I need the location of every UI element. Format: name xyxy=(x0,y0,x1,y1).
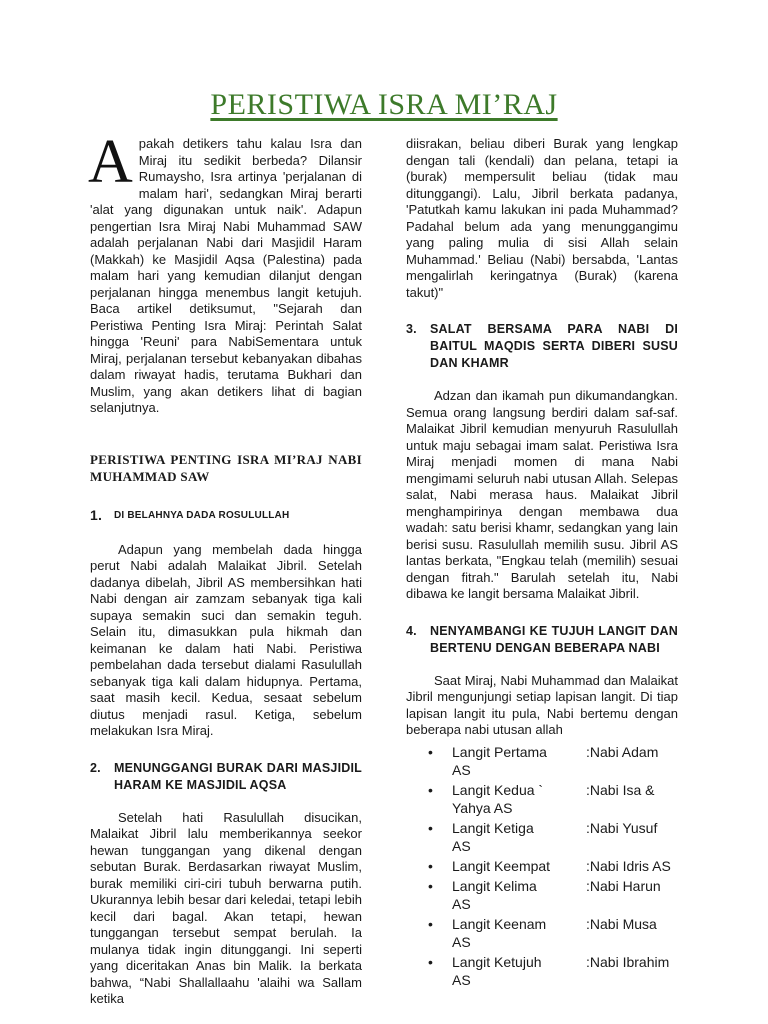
prophet-suffix: AS xyxy=(452,971,471,988)
section-4-number: 4. xyxy=(406,623,417,638)
section-4-heading xyxy=(406,623,678,657)
heavens-list xyxy=(406,743,678,989)
section-1-title: DI BELAHNYA DADA ROSULULLAH xyxy=(114,509,290,521)
section-2-number: 2. xyxy=(90,760,101,775)
heaven-name: Langit Pertama xyxy=(452,743,547,760)
heaven-name: Langit Kedua ` xyxy=(452,781,544,798)
list-item xyxy=(406,953,678,989)
list-item xyxy=(406,743,678,779)
prophet-name: :Nabi Isa & xyxy=(586,781,655,798)
section-3-body: Adzan dan ikamah pun dikumandangkan. Semua orang langsung berdiri dalam saf-saf. Malaikat Jibril kemudian menyuruh Rasulullah untuk maju sebagai imam salat. Peristiwa Isra Miraj menjadi momen di mana Nabi mengimami seluruh nabi utusan Allah. Selepas salat, Nabi merasa haus. Malaikat Jibril menghampirinya dengan membawa dua wadah: satu berisi khamr, sedangkan yang lain berisi susu. Rasulullah memilih susu. Jibril AS lantas berkata, "Engkau telah (memilih) sesuai dengan fitrah." Barulah setelah itu, Nabi dibawa ke langit bersama Malaikat Jibril. xyxy=(406,388,678,601)
bullet-icon: • xyxy=(428,857,433,874)
prophet-suffix: AS xyxy=(452,933,471,950)
section-3-heading xyxy=(406,321,678,372)
section-2-title: MENUNGGANGI BURAK DARI MASJIDIL HARAM KE MASJIDIL AQSA xyxy=(114,760,362,792)
prophet-name: :Nabi Harun xyxy=(586,877,661,894)
section-4-title: NENYAMBANGI KE TUJUH LANGIT DAN BERTENU DENGAN BEBERAPA NABI xyxy=(430,623,678,655)
heaven-name: Langit Keempat xyxy=(452,857,551,874)
prophet-suffix: AS xyxy=(452,837,471,854)
prophet-name: :Nabi Musa xyxy=(586,915,657,932)
prophet-name: :Nabi Ibrahim xyxy=(586,953,670,970)
section-2-heading xyxy=(90,760,362,794)
drop-cap: A xyxy=(88,128,133,196)
heaven-name: Langit Keenam xyxy=(452,915,547,932)
prophet-suffix: Yahya AS xyxy=(452,799,513,816)
list-item xyxy=(406,819,678,855)
bullet-icon: • xyxy=(428,781,433,798)
intro-text: pakah detikers tahu kalau Isra dan Miraj itu sedikit berbeda? Dilansir Rumaysho, Isra artinya 'perjalanan di malam hari', sedangkan Miraj berarti 'alat yang digunakan untuk naik'. Adapun pengertian Isra Miraj Nabi Muhammad SAW adalah perjalanan Nabi dari Masjidil Haram (Makkah) ke Masjidil Aqsa (Palestina) pada malam hari yang kemudian dilanjut dengan perjalanan hingga menembus langit ketujuh. Baca artikel detiksumut, "Sejarah dan Peristiwa Penting Isra Miraj: Perintah Salat hingga 'Reuni' para NabiSementara untuk Miraj, perjalanan tersebut kebanyakan dibahas dalam riwayat hadis, terutama Bukhari dan Muslim, yang akan detikers lihat di bagian selanjutnya. xyxy=(90,136,362,415)
section-2-body: Setelah hati Rasulullah disucikan, Malaikat Jibril lalu memberikannya seekor hewan tunggangan yang dikenal dengan sebutan Burak. Berdasarkan riwayat Muslim, burak memiliki ciri-ciri tubuh berwarna putih. Ukurannya lebih besar dari keledai, tetapi lebih kecil dari bagal. Akan tetapi, hewan tunggangan tersebut sempat berulah. Ia mulanya tidak ingin ditunggangi. Ini seperti yang diceritakan Anas bin Malik. Ia berkata bahwa, “Nabi Shallallaahu 'alaihi wa Sallam ketika xyxy=(90,809,362,1006)
prophet-name: :Nabi Idris AS xyxy=(586,857,671,874)
list-item xyxy=(406,857,678,875)
bullet-icon: • xyxy=(428,915,433,932)
list-item xyxy=(406,877,678,913)
section-3-title: SALAT BERSAMA PARA NABI DI BAITUL MAQDIS SERTA DIBERI SUSU DAN KHAMR xyxy=(430,322,678,370)
page-title: PERISTIWA ISRA MI’RAJ xyxy=(210,88,558,121)
left-column xyxy=(88,128,362,1008)
section-4-body: Saat Miraj, Nabi Muhammad dan Malaikat Jibril mengunjungi setiap lapisan langit. Di tiap lapisan langit itu pula, Nabi bertemu dengan beberapa nabi utusan allah xyxy=(406,672,678,737)
prophet-name: :Nabi Adam xyxy=(586,743,659,760)
section-3-number: 3. xyxy=(406,322,417,336)
heaven-name: Langit Kelima xyxy=(452,877,537,894)
list-item xyxy=(406,781,678,817)
section-heading-main: PERISTIWA PENTING ISRA MI’RAJ NABI MUHAMMAD SAW xyxy=(90,451,362,484)
prophet-suffix: AS xyxy=(452,895,471,912)
bullet-icon: • xyxy=(428,743,433,760)
right-column xyxy=(406,136,678,991)
heaven-name: Langit Ketujuh xyxy=(452,953,542,970)
section-1-number: 1. xyxy=(90,506,103,523)
section-2-continuation: diisrakan, beliau diberi Burak yang lengkap dengan tali (kendali) dan pelana, tetapi ia (burak) mempersulit beliau (tidak mau ditunggangi). Lalu, Jibril berkata padanya, 'Patutkah kamu lakukan ini pada Muhammad? Padahal belum ada yang menunggangimu yang paling mulia di sisi Allah selain Muhammad.' Beliau (Nabi) bersabda, 'Lantas mengalirlah keringatnya (Burak) (karena takut)" xyxy=(406,136,678,300)
list-item xyxy=(406,915,678,951)
heaven-name: Langit Ketiga xyxy=(452,819,534,836)
section-1-body: Adapun yang membelah dada hingga perut Nabi adalah Malaikat Jibril. Setelah dadanya dibelah, Jibril AS membersihkan hati Nabi dengan air zamzam sebanyak tiga kali supaya semakin suci dan semakin teguh. Selain itu, dimasukkan pula hikmah dan keimanan ke dalam hati Nabi. Peristiwa pembelahan dada tersebut dialami Rasulullah sebanyak tiga kali dalam hidupnya. Pertama, saat masih kecil. Kedua, sesaat sebelum diutus menjadi rasul. Ketiga, sebelum melakukan Isra Miraj. xyxy=(90,541,362,738)
bullet-icon: • xyxy=(428,953,433,970)
intro-paragraph xyxy=(88,128,362,417)
prophet-name: :Nabi Yusuf xyxy=(586,819,658,836)
prophet-suffix: AS xyxy=(452,761,471,778)
section-1-heading xyxy=(90,507,362,524)
bullet-icon: • xyxy=(428,819,433,836)
bullet-icon: • xyxy=(428,877,433,894)
